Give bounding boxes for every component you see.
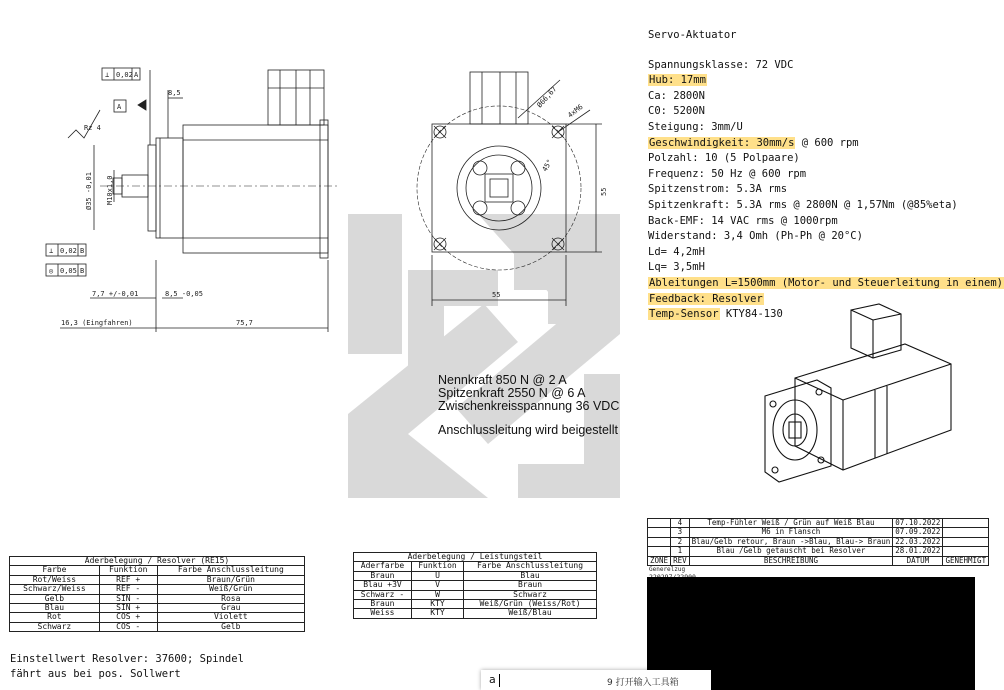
power-cell: Braun: [354, 600, 412, 609]
revision-zone-cell: [648, 537, 671, 546]
revision-cell: 28.01.2022: [893, 547, 943, 556]
rev-header-cell: DATUM: [893, 556, 943, 565]
revision-row: [648, 547, 989, 556]
revision-cell: 07.09.2022: [893, 528, 943, 537]
footer-note: [10, 652, 244, 682]
center-note-line-4: Anschlussleitung wird beigestellt: [438, 423, 618, 437]
spec-line: [648, 73, 978, 89]
spec-text: @ 600 rpm: [795, 136, 859, 149]
spec-highlight: Temp-Sensor: [649, 308, 719, 321]
resolver-header-col: Funktion: [99, 566, 157, 575]
spec-text: Lq= 3,5mH: [648, 261, 705, 274]
resolver-table: [9, 556, 305, 632]
revision-row: [648, 528, 989, 537]
spec-line: [648, 89, 978, 105]
tol-ref-3: B: [80, 267, 85, 275]
dim-75-7: 75,7: [236, 319, 253, 327]
footer-note-line-1: Einstellwert Resolver: 37600; Spindel: [10, 653, 244, 665]
resolver-cell: Schwarz: [10, 622, 100, 631]
power-header-col: Funktion: [411, 562, 463, 571]
power-row: [354, 581, 597, 590]
spec-text: Ca: 2800N: [648, 89, 705, 102]
revision-cell: Blau /Gelb getauscht bei Resolver: [689, 547, 893, 556]
resolver-cell: Schwarz/Weiss: [10, 585, 100, 594]
power-row: [354, 609, 597, 618]
thread-label: M10x1,0: [106, 175, 114, 205]
power-header-col: Aderfarbe: [354, 562, 412, 571]
resolver-cell: Rot: [10, 613, 100, 622]
revision-table-body: [648, 519, 989, 557]
resolver-cell: Violett: [157, 613, 304, 622]
spec-text: C0: 5200N: [648, 105, 705, 118]
spec-line: [648, 229, 978, 245]
dim-55-horizontal: 55: [492, 291, 501, 299]
resolver-cell: SIN -: [99, 594, 157, 603]
spec-line: [648, 58, 978, 74]
spec-line: [648, 276, 1004, 292]
revision-cell: [943, 519, 989, 528]
dim-pcd: Ø66,67: [535, 85, 559, 110]
rev-header-cell: GENEHMIGT: [943, 556, 989, 565]
power-cell: Braun: [354, 571, 412, 580]
tol-value-3: 0,05: [60, 267, 77, 275]
revision-cell: 3: [671, 528, 690, 537]
dim-angle: 45°: [540, 158, 555, 173]
resolver-cell: COS +: [99, 613, 157, 622]
spec-title: Servo-Aktuator: [648, 29, 737, 41]
revision-zone-cell: [648, 547, 671, 556]
spec-line: [648, 198, 978, 214]
spec-highlight: Ableitungen L=1500mm (Motor- und Steuerleitung in einem): [649, 276, 1004, 289]
side-view-drawing: [40, 60, 340, 340]
resolver-cell: Weiß/Grün: [157, 585, 304, 594]
front-view-drawing: [420, 60, 620, 310]
revision-cell: 4: [671, 519, 690, 528]
revision-cell: 22.03.2022: [893, 537, 943, 546]
ime-input-text[interactable]: a: [489, 673, 496, 686]
power-cell: Schwarz -: [354, 590, 412, 599]
revision-table: [647, 518, 989, 566]
revision-meta-label: Generelzug: [649, 566, 686, 573]
power-cell: Schwarz: [464, 590, 597, 599]
spec-highlight: Geschwindigkeit: 30mm/s: [649, 136, 795, 149]
resolver-cell: Rosa: [157, 594, 304, 603]
resolver-cell: Blau: [10, 604, 100, 613]
tol-ref-1: A: [134, 71, 139, 79]
tol-value-2: 0,02: [60, 247, 77, 255]
resolver-table-title: Aderbelegung / Resolver (RE15): [10, 557, 305, 566]
resolver-row: [10, 585, 305, 594]
resolver-cell: Rot/Weiss: [10, 575, 100, 584]
perp-symbol-1: ⊥: [105, 71, 110, 79]
tol-ref-2: B: [80, 247, 85, 255]
power-header-col: Farbe Anschlussleitung: [464, 562, 597, 571]
resolver-cell: SIN +: [99, 604, 157, 613]
revision-cell: Blau/Gelb retour, Braun ->Blau, Blau-> Braun: [689, 537, 893, 546]
power-table: [353, 552, 597, 619]
center-note: [438, 374, 619, 437]
rev-header-cell: BESCHREIBUNG: [689, 556, 893, 565]
tol-value-1: 0,02: [116, 71, 133, 79]
ime-candidate-bar[interactable]: [481, 670, 711, 690]
spec-text: Ld= 4,2mH: [648, 245, 705, 258]
footer-note-line-2: fährt aus bei pos. Sollwert: [10, 668, 181, 680]
revision-cell: 1: [671, 547, 690, 556]
resolver-cell: REF +: [99, 575, 157, 584]
power-cell: U: [411, 571, 463, 580]
power-cell: Weiß/Blau: [464, 609, 597, 618]
spec-line: [648, 120, 978, 136]
revision-cell: M6 in Flansch: [689, 528, 893, 537]
revision-cell: [943, 528, 989, 537]
power-cell: KTY: [411, 600, 463, 609]
dim-8-5-bottom: 8,5 -0,05: [165, 290, 203, 298]
datum-label: A: [117, 103, 122, 111]
revision-zone-cell: [648, 528, 671, 537]
revision-cell: [943, 537, 989, 546]
center-note-line-1: Nennkraft 850 N @ 2 A: [438, 373, 567, 387]
spec-lines: [648, 58, 1004, 323]
spec-line: [648, 214, 978, 230]
spec-text: Spitzenkraft: 5.3A rms @ 2800N @ 1,57Nm (@85%eta): [648, 198, 958, 211]
spec-text: Steigung: 3mm/U: [648, 120, 743, 133]
resolver-cell: COS -: [99, 622, 157, 631]
spec-line: [648, 260, 978, 276]
ime-suggestion[interactable]: 9 打开输入工具箱: [607, 678, 679, 688]
spec-block: [648, 28, 1004, 323]
resolver-cell: Braun/Grün: [157, 575, 304, 584]
ime-caret: [499, 674, 500, 687]
power-cell: Weiß/Grün (Weiss/Rot): [464, 600, 597, 609]
roughness-label: Rz 4: [84, 124, 101, 132]
power-cell: Blau: [464, 571, 597, 580]
spec-highlight: Feedback: Resolver: [649, 292, 763, 305]
resolver-cell: Grau: [157, 604, 304, 613]
resolver-cell: Gelb: [10, 594, 100, 603]
rev-header-cell: ZONE: [648, 556, 671, 565]
spec-text: Spannungsklasse: 72 VDC: [648, 58, 794, 71]
concentric-symbol: ◎: [49, 267, 54, 275]
rev-header-cell: REV: [671, 556, 690, 565]
spec-line: [648, 104, 978, 120]
revision-cell: 2: [671, 537, 690, 546]
dim-diameter-35: Ø35 -0,01: [85, 172, 93, 210]
dim-16-3: 16,3 (Eingfahren): [61, 319, 133, 327]
spec-line: [648, 245, 978, 261]
iso-view-drawing: [755, 300, 965, 500]
spec-text: KTY84-130: [719, 308, 783, 321]
power-cell: Braun: [464, 581, 597, 590]
resolver-row: [10, 622, 305, 631]
spec-highlight: Hub: 17mm: [649, 74, 706, 87]
power-cell: Blau +3V: [354, 581, 412, 590]
power-cell: Weiss: [354, 609, 412, 618]
power-cell: W: [411, 590, 463, 599]
power-table-title: Aderbelegung / Leistungsteil: [354, 553, 597, 562]
revision-cell: 07.10.2022: [893, 519, 943, 528]
perp-symbol-2: ⊥: [49, 247, 54, 255]
revision-zone-cell: [648, 519, 671, 528]
resolver-cell: Gelb: [157, 622, 304, 631]
spec-text: Polzahl: 10 (5 Polpaare): [648, 152, 800, 165]
spec-text: Spitzenstrom: 5.3A rms: [648, 183, 788, 196]
dim-holes: 4xM6: [566, 102, 585, 120]
spec-text: Back-EMF: 14 VAC rms @ 1000rpm: [648, 214, 838, 227]
spec-line: [648, 167, 978, 183]
power-cell: KTY: [411, 609, 463, 618]
power-cell: V: [411, 581, 463, 590]
dim-7-7: 7,7 +/-0,01: [92, 290, 139, 298]
resolver-cell: REF -: [99, 585, 157, 594]
resolver-table-body: [10, 575, 305, 631]
resolver-header-col: Farbe Anschlussleitung: [157, 566, 304, 575]
spec-text: Widerstand: 3,4 Omh (Ph-Ph @ 20°C): [648, 230, 863, 243]
resolver-row: [10, 613, 305, 622]
center-note-line-2: Spitzenkraft 2550 N @ 6 A: [438, 386, 586, 400]
spec-line: [648, 182, 978, 198]
dim-55-vertical: 55: [600, 187, 608, 196]
resolver-header-col: Farbe: [10, 566, 100, 575]
revision-cell: Temp-Fühler Weiß / Grün auf Weiß Blau: [689, 519, 893, 528]
center-note-line-3: Zwischenkreisspannung 36 VDC: [438, 399, 620, 413]
power-table-body: [354, 571, 597, 618]
dim-8-5-top: 8,5: [168, 89, 181, 97]
spec-line: [648, 136, 978, 152]
revision-cell: [943, 547, 989, 556]
spec-text: Frequenz: 50 Hz @ 600 rpm: [648, 167, 807, 180]
spec-line: [648, 151, 978, 167]
